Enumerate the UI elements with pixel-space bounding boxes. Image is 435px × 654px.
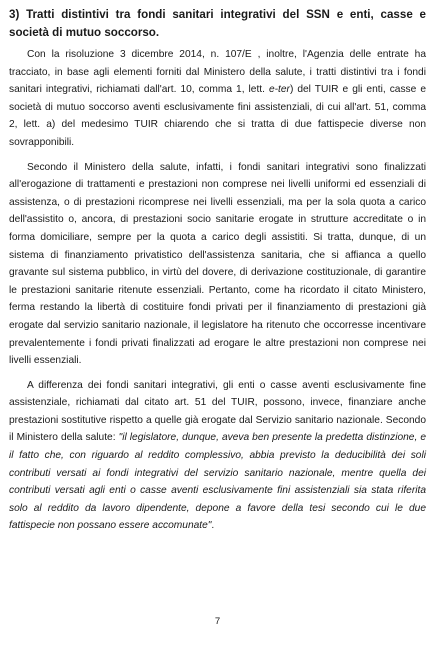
text-run: Con la risoluzione 3 dicembre 2014, n. 107/E , inoltre, l'Agenzia delle entrate ha tracciato, in base agli elementi forniti dal Ministero della salute, i tratti distintivi tra i fondi sanitari integrativi, richiamati dall'art. 10, comma 1, lett.: [9, 49, 426, 96]
page-number: 7: [214, 616, 221, 627]
italic-text-run: "il legislatore, dunque, aveva ben presente la predetta distinzione, e il fatto che, con riguardo al reddito complessivo, abbia previsto la deducibilità dei soli contributi versati ai fondi integrativi del servizio sanitario nazionale, mentre quella dei contributi versati agli enti o casse aventi esclusivamente fini assistenziali sia stata riferita solo al reddito da lavoro dipendente, depone a favore della tesi secondo cui le due fattispecie non possano essere accomunate": [9, 432, 426, 532]
paragraph-3: [9, 377, 426, 535]
body-text: [9, 46, 426, 535]
text-run: ) del TUIR e gli enti, casse e società di mutuo soccorso aventi esclusivamente fini assistenziali, di cui all'art. 51, comma 2, lett. a) del medesimo TUIR chiarendo che si tratta di due fattispecie diverse non sovrapponibili.: [9, 84, 426, 148]
paragraph-2: [9, 159, 426, 370]
text-run: A differenza dei fondi sanitari integrativi, gli enti o casse aventi esclusivamente fine assistenziale, richiamati dal citato art. 51 del TUIR, possono, invece, finanziare anche prestazioni sostitutive rispetto a quelle già erogate dal Servizio sanitario nazionale. Secondo il Ministero della salute:: [9, 379, 426, 444]
paragraph-1: [9, 46, 426, 152]
text-run: .: [211, 520, 215, 532]
text-run: Secondo il Ministero della salute, infatti, i fondi sanitari integrativi sono finalizzati all'erogazione di trattamenti e prestazioni non comprese nei livelli uniformi ed essenziali di assistenza, o di prestazioni ricomprese nei livelli essenziali, ma per la sola quota a carico dell'assistito o, ancora, di prestazioni socio sanitarie erogate in strutture accreditate o in forma domiciliare, sempre per la quota a carico degli assistiti. Si tratta, dunque, di un sistema di finanziamento privatistico dell'assistenza sanitaria, che si affianca a quello gravante sul sistema pubblico, in virtù del dovere, di derivazione costituzionale, di garantire le prestazioni sanitarie ritenute essenziali. Pertanto, come ha ricordato il citato Ministero, ferma restando la libertà di costituire fondi privati per il finanziamento di prestazioni già erogate dal servizio sanitario nazionale, il legislatore ha ritenuto che occorresse incentivare prevalentemente i fondi privati finalizzati ad erogare le altre prestazioni non comprese nei livelli essenziali.: [9, 161, 426, 367]
section-heading: 3) Tratti distintivi tra fondi sanitari integrativi del SSN e enti, casse e società di mutuo soccorso.: [9, 8, 426, 39]
italic-text-run: e-ter: [268, 84, 290, 96]
